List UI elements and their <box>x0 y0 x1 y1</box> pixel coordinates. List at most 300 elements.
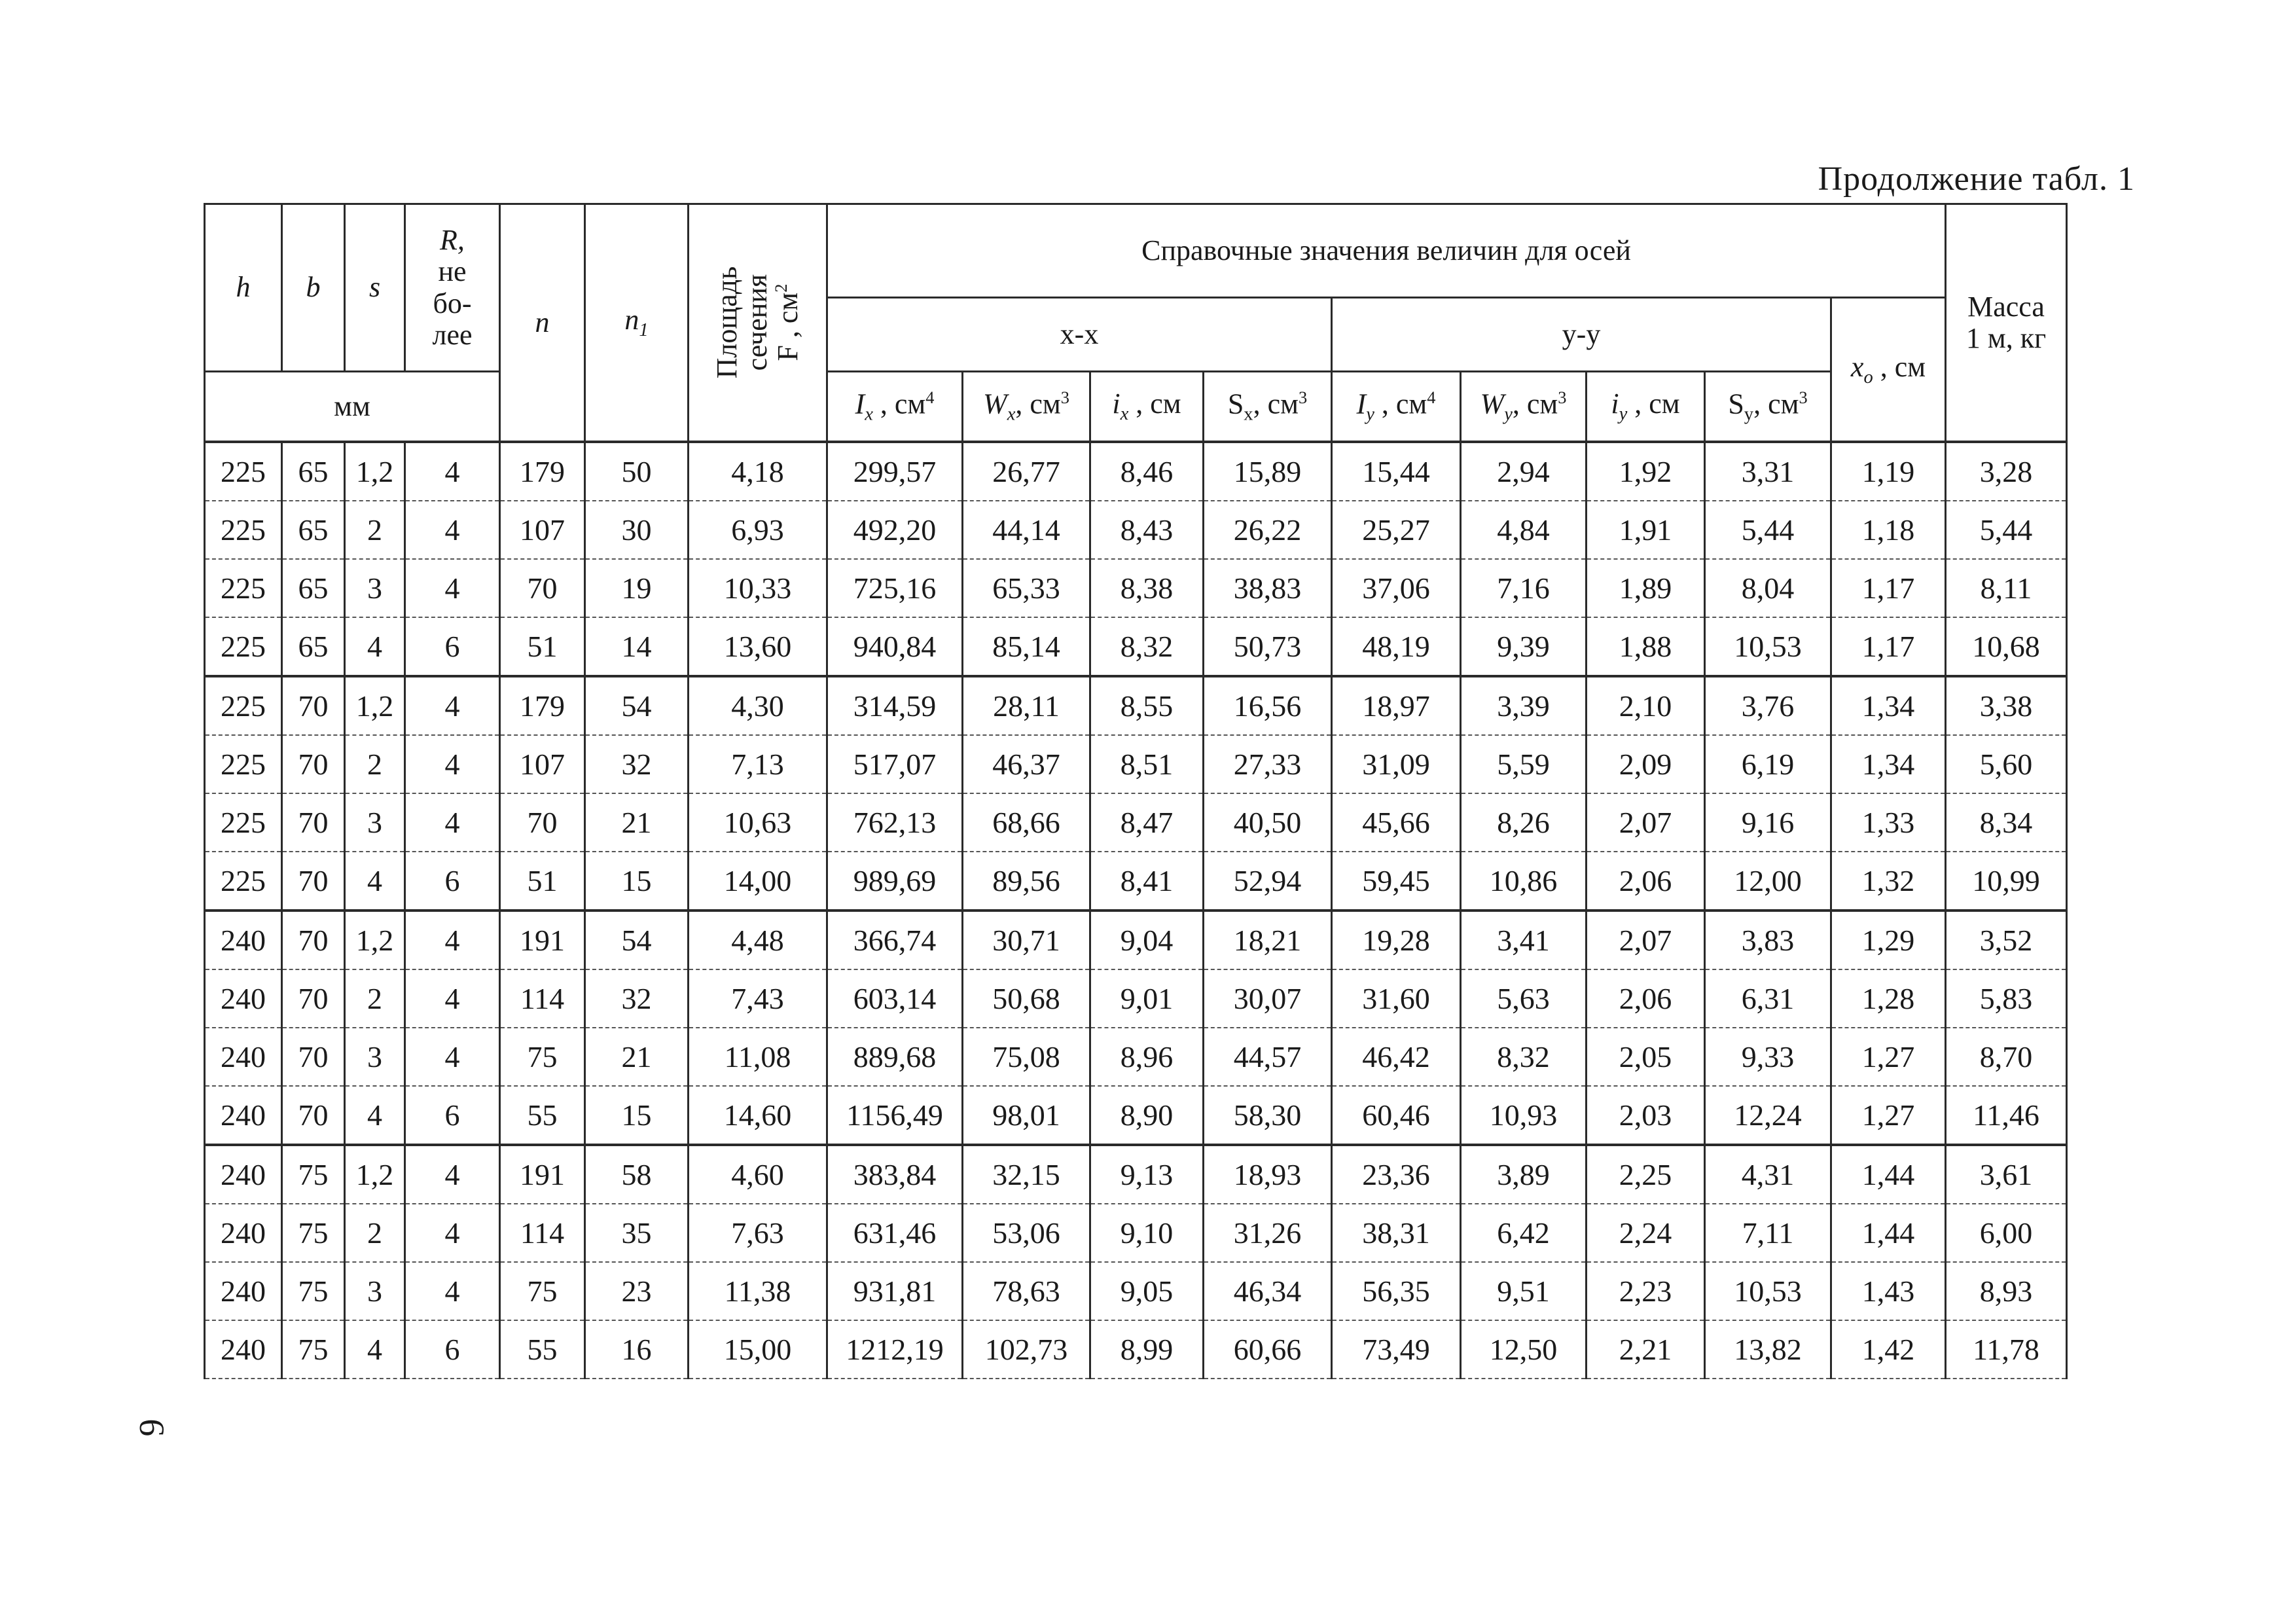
table-cell: 44,57 <box>1204 1028 1332 1086</box>
table-cell: 6,93 <box>689 501 827 559</box>
table-cell: 75 <box>282 1262 345 1320</box>
col-iy-moment-sub: y <box>1366 404 1374 425</box>
table-cell: 1156,49 <box>827 1086 963 1145</box>
table-cell: 5,44 <box>1705 501 1831 559</box>
table-row <box>205 1145 2067 1204</box>
table-cell: 70 <box>282 911 345 969</box>
table-cell: 28,11 <box>963 676 1090 735</box>
col-x0-symbol: x <box>1850 350 1864 383</box>
col-r-line-4: лее <box>432 318 473 351</box>
table-cell: 27,33 <box>1204 735 1332 793</box>
table-cell: 70 <box>282 969 345 1028</box>
table-cell: 1,2 <box>345 911 405 969</box>
table-cell: 30 <box>585 501 689 559</box>
table-cell: 240 <box>205 911 282 969</box>
col-wx-unit: , см <box>1015 388 1061 420</box>
table-cell: 4,48 <box>689 911 827 969</box>
table-cell: 3,38 <box>1946 676 2067 735</box>
table-cell: 15 <box>585 1086 689 1145</box>
col-sx-unit: , см <box>1253 388 1299 420</box>
col-n1-sub: 1 <box>639 320 649 341</box>
table-cell: 4 <box>405 501 500 559</box>
table-row <box>205 911 2067 969</box>
col-iy-radius-symbol: i <box>1611 388 1619 420</box>
table-cell: 2 <box>345 1204 405 1262</box>
table-row <box>205 559 2067 617</box>
table-row <box>205 852 2067 911</box>
table-cell: 1,44 <box>1831 1204 1946 1262</box>
table-cell: 75 <box>500 1262 585 1320</box>
col-ix-moment-symbol: I <box>855 388 865 420</box>
table-cell: 114 <box>500 969 585 1028</box>
table-cell: 1,34 <box>1831 735 1946 793</box>
table-cell: 9,16 <box>1705 793 1831 852</box>
table-row <box>205 1262 2067 1320</box>
col-iy-moment <box>1332 372 1461 442</box>
table-cell: 4,31 <box>1705 1145 1831 1204</box>
table-cell: 10,68 <box>1946 617 2067 676</box>
table-cell: 65 <box>282 442 345 501</box>
col-wy-sup: 3 <box>1558 388 1567 408</box>
table-cell: 51 <box>500 617 585 676</box>
table-cell: 70 <box>282 852 345 911</box>
table-cell: 603,14 <box>827 969 963 1028</box>
table-cell: 1,44 <box>1831 1145 1946 1204</box>
table-cell: 4 <box>405 559 500 617</box>
table-cell: 12,24 <box>1705 1086 1831 1145</box>
table-cell: 10,86 <box>1461 852 1587 911</box>
table-cell: 54 <box>585 911 689 969</box>
table-cell: 8,46 <box>1090 442 1204 501</box>
table-cell: 9,05 <box>1090 1262 1204 1320</box>
table-cell: 98,01 <box>963 1086 1090 1145</box>
table-cell: 70 <box>282 676 345 735</box>
table-cell: 8,93 <box>1946 1262 2067 1320</box>
table-cell: 19 <box>585 559 689 617</box>
table-cell: 16,56 <box>1204 676 1332 735</box>
table-cell: 8,90 <box>1090 1086 1204 1145</box>
table-cell: 3,41 <box>1461 911 1587 969</box>
table-cell: 225 <box>205 559 282 617</box>
table-cell: 50 <box>585 442 689 501</box>
table-cell: 179 <box>500 442 585 501</box>
table-cell: 9,10 <box>1090 1204 1204 1262</box>
table-cell: 4 <box>345 617 405 676</box>
table-cell: 8,41 <box>1090 852 1204 911</box>
col-wx-sup: 3 <box>1060 388 1069 408</box>
table-cell: 51 <box>500 852 585 911</box>
table-cell: 13,60 <box>689 617 827 676</box>
table-cell: 2,24 <box>1587 1204 1705 1262</box>
table-cell: 7,11 <box>1705 1204 1831 1262</box>
table-cell: 2 <box>345 501 405 559</box>
col-r-line-3: бо- <box>433 287 472 319</box>
table-cell: 1,17 <box>1831 617 1946 676</box>
col-sx-sub: x <box>1244 404 1253 425</box>
table-cell: 2,03 <box>1587 1086 1705 1145</box>
col-n: n <box>500 204 585 442</box>
col-n1-symbol: n <box>624 304 639 336</box>
page-number: 9 <box>132 1418 171 1437</box>
table-cell: 9,13 <box>1090 1145 1204 1204</box>
table-cell: 11,46 <box>1946 1086 2067 1145</box>
table-cell: 58,30 <box>1204 1086 1332 1145</box>
table-cell: 4,60 <box>689 1145 827 1204</box>
col-ix-radius-unit: , см <box>1128 388 1181 420</box>
table-cell: 1,27 <box>1831 1086 1946 1145</box>
table-cell: 2,21 <box>1587 1320 1705 1379</box>
table-cell: 240 <box>205 1262 282 1320</box>
table-cell: 7,16 <box>1461 559 1587 617</box>
table-cell: 85,14 <box>963 617 1090 676</box>
table-cell: 4 <box>405 1145 500 1204</box>
table-cell: 10,93 <box>1461 1086 1587 1145</box>
col-r <box>405 204 500 372</box>
table-cell: 18,21 <box>1204 911 1332 969</box>
table-cell: 52,94 <box>1204 852 1332 911</box>
table-cell: 631,46 <box>827 1204 963 1262</box>
table-cell: 2,94 <box>1461 442 1587 501</box>
table-cell: 65 <box>282 501 345 559</box>
table-row <box>205 617 2067 676</box>
table-row <box>205 676 2067 735</box>
col-h: h <box>205 204 282 372</box>
table-cell: 225 <box>205 676 282 735</box>
col-wx-sub: x <box>1007 404 1016 425</box>
table-cell: 7,43 <box>689 969 827 1028</box>
units-mm: мм <box>205 372 500 442</box>
table-cell: 8,32 <box>1461 1028 1587 1086</box>
table-cell: 8,43 <box>1090 501 1204 559</box>
table-cell: 10,33 <box>689 559 827 617</box>
col-sx <box>1204 372 1332 442</box>
table-cell: 989,69 <box>827 852 963 911</box>
col-mass-line-1: Масса <box>1967 290 2045 323</box>
table-cell: 12,50 <box>1461 1320 1587 1379</box>
table-cell: 3,83 <box>1705 911 1831 969</box>
table-row <box>205 442 2067 501</box>
table-cell: 2 <box>345 735 405 793</box>
table-cell: 314,59 <box>827 676 963 735</box>
table-cell: 14,60 <box>689 1086 827 1145</box>
table-cell: 73,49 <box>1332 1320 1461 1379</box>
table-cell: 3 <box>345 559 405 617</box>
table-cell: 107 <box>500 735 585 793</box>
table-cell: 8,38 <box>1090 559 1204 617</box>
table-cell: 1,2 <box>345 676 405 735</box>
table-cell: 50,73 <box>1204 617 1332 676</box>
col-wy-sub: y <box>1504 404 1513 425</box>
table-cell: 70 <box>282 793 345 852</box>
col-wy-unit: , см <box>1512 388 1558 420</box>
table-cell: 1,27 <box>1831 1028 1946 1086</box>
table-cell: 179 <box>500 676 585 735</box>
table-cell: 107 <box>500 501 585 559</box>
table-cell: 3 <box>345 1262 405 1320</box>
table-cell: 26,77 <box>963 442 1090 501</box>
table-cell: 8,11 <box>1946 559 2067 617</box>
table-row <box>205 501 2067 559</box>
table-cell: 8,32 <box>1090 617 1204 676</box>
table-cell: 60,46 <box>1332 1086 1461 1145</box>
col-x0-sub: o <box>1863 367 1873 388</box>
table-cell: 46,42 <box>1332 1028 1461 1086</box>
table-cell: 1,17 <box>1831 559 1946 617</box>
table-cell: 517,07 <box>827 735 963 793</box>
table-cell: 58 <box>585 1145 689 1204</box>
table-cell: 2,06 <box>1587 969 1705 1028</box>
table-cell: 1,18 <box>1831 501 1946 559</box>
table-cell: 2,07 <box>1587 793 1705 852</box>
col-area <box>689 204 827 442</box>
table-cell: 48,19 <box>1332 617 1461 676</box>
table-cell: 21 <box>585 793 689 852</box>
table-cell: 75 <box>282 1204 345 1262</box>
col-mass <box>1946 204 2067 442</box>
table-cell: 240 <box>205 1086 282 1145</box>
table-cell: 1,88 <box>1587 617 1705 676</box>
table-cell: 1,2 <box>345 442 405 501</box>
table-cell: 6,19 <box>1705 735 1831 793</box>
table-cell: 53,06 <box>963 1204 1090 1262</box>
table-cell: 8,70 <box>1946 1028 2067 1086</box>
table-cell: 3,39 <box>1461 676 1587 735</box>
table-cell: 23 <box>585 1262 689 1320</box>
table-cell: 14 <box>585 617 689 676</box>
col-sy-sub: y <box>1744 404 1754 425</box>
table-cell: 6,42 <box>1461 1204 1587 1262</box>
table-cell: 10,53 <box>1705 617 1831 676</box>
table-row <box>205 1028 2067 1086</box>
col-r-line-2: не <box>438 255 467 288</box>
table-cell: 46,37 <box>963 735 1090 793</box>
table-cell: 75,08 <box>963 1028 1090 1086</box>
table-cell: 25,27 <box>1332 501 1461 559</box>
table-cell: 31,60 <box>1332 969 1461 1028</box>
table-cell: 225 <box>205 501 282 559</box>
col-wx-symbol: W <box>983 388 1007 420</box>
table-cell: 68,66 <box>963 793 1090 852</box>
col-ix-radius-symbol: i <box>1112 388 1121 420</box>
table-cell: 8,34 <box>1946 793 2067 852</box>
table-cell: 931,81 <box>827 1262 963 1320</box>
table-cell: 2,07 <box>1587 911 1705 969</box>
col-wy-symbol: W <box>1480 388 1505 420</box>
table-cell: 46,34 <box>1204 1262 1332 1320</box>
table-cell: 4 <box>405 1262 500 1320</box>
table-cell: 15 <box>585 852 689 911</box>
table-cell: 3,52 <box>1946 911 2067 969</box>
table-cell: 59,45 <box>1332 852 1461 911</box>
table-cell: 4 <box>345 852 405 911</box>
table-cell: 38,31 <box>1332 1204 1461 1262</box>
table-cell: 240 <box>205 1028 282 1086</box>
table-cell: 2,23 <box>1587 1262 1705 1320</box>
table-row <box>205 969 2067 1028</box>
table-cell: 70 <box>282 1028 345 1086</box>
table-cell: 10,99 <box>1946 852 2067 911</box>
table-cell: 8,99 <box>1090 1320 1204 1379</box>
table-cell: 1,34 <box>1831 676 1946 735</box>
table-cell: 3 <box>345 1028 405 1086</box>
table-row <box>205 793 2067 852</box>
table-cell: 31,26 <box>1204 1204 1332 1262</box>
table-cell: 889,68 <box>827 1028 963 1086</box>
table-cell: 30,71 <box>963 911 1090 969</box>
table-cell: 26,22 <box>1204 501 1332 559</box>
table-cell: 1,28 <box>1831 969 1946 1028</box>
col-sx-symbol: S <box>1227 388 1244 420</box>
table-cell: 4,30 <box>689 676 827 735</box>
col-mass-line-2: 1 м, кг <box>1965 322 2047 354</box>
table-cell: 8,04 <box>1705 559 1831 617</box>
table-cell: 4 <box>405 442 500 501</box>
table-cell: 78,63 <box>963 1262 1090 1320</box>
table-cell: 7,63 <box>689 1204 827 1262</box>
table-cell: 11,08 <box>689 1028 827 1086</box>
table-cell: 65 <box>282 617 345 676</box>
table-cell: 18,93 <box>1204 1145 1332 1204</box>
table-cell: 8,51 <box>1090 735 1204 793</box>
col-sx-sup: 3 <box>1298 388 1308 408</box>
table-cell: 75 <box>500 1028 585 1086</box>
table-cell: 191 <box>500 911 585 969</box>
table-cell: 4 <box>405 793 500 852</box>
table-cell: 1,29 <box>1831 911 1946 969</box>
table-cell: 8,47 <box>1090 793 1204 852</box>
table-cell: 40,50 <box>1204 793 1332 852</box>
col-wy <box>1461 372 1587 442</box>
table-cell: 6,00 <box>1946 1204 2067 1262</box>
table-cell: 12,00 <box>1705 852 1831 911</box>
col-wx <box>963 372 1090 442</box>
table-cell: 383,84 <box>827 1145 963 1204</box>
table-cell: 5,44 <box>1946 501 2067 559</box>
table-cell: 18,97 <box>1332 676 1461 735</box>
table-cell: 4,84 <box>1461 501 1587 559</box>
col-iy-moment-symbol: I <box>1356 388 1367 420</box>
table-cell: 1,92 <box>1587 442 1705 501</box>
table-cell: 35 <box>585 1204 689 1262</box>
table-cell: 56,35 <box>1332 1262 1461 1320</box>
col-sy-symbol: S <box>1728 388 1744 420</box>
table-cell: 10,63 <box>689 793 827 852</box>
col-ix-moment-sup: 4 <box>925 388 935 408</box>
table-cell: 75 <box>282 1145 345 1204</box>
table-cell: 31,09 <box>1332 735 1461 793</box>
table-body <box>205 442 2067 1379</box>
table-cell: 15,00 <box>689 1320 827 1379</box>
col-iy-moment-sup: 4 <box>1427 388 1436 408</box>
table-cell: 1,32 <box>1831 852 1946 911</box>
table-cell: 65,33 <box>963 559 1090 617</box>
table-cell: 44,14 <box>963 501 1090 559</box>
table-cell: 1,91 <box>1587 501 1705 559</box>
table-cell: 9,33 <box>1705 1028 1831 1086</box>
col-x0-unit: , см <box>1873 350 1926 383</box>
table-cell: 32 <box>585 735 689 793</box>
table-cell: 4 <box>405 735 500 793</box>
table-cell: 2,10 <box>1587 676 1705 735</box>
table-cell: 70 <box>500 793 585 852</box>
table-cell: 6 <box>405 852 500 911</box>
col-area-label <box>712 266 803 379</box>
table-cell: 4,18 <box>689 442 827 501</box>
table-cell: 55 <box>500 1320 585 1379</box>
table-cell: 225 <box>205 735 282 793</box>
col-n1 <box>585 204 689 442</box>
table-cell: 225 <box>205 793 282 852</box>
table-cell: 32,15 <box>963 1145 1090 1204</box>
col-area-line-1: Площадь <box>710 266 743 379</box>
table-row <box>205 1204 2067 1262</box>
col-area-sup: 2 <box>771 283 791 293</box>
col-sy <box>1705 372 1831 442</box>
table-cell: 2,06 <box>1587 852 1705 911</box>
table-cell: 70 <box>282 735 345 793</box>
table-cell: 8,55 <box>1090 676 1204 735</box>
table-cell: 70 <box>500 559 585 617</box>
table-cell: 5,63 <box>1461 969 1587 1028</box>
reference-values-header: Справочные значения величин для осей <box>827 204 1946 298</box>
table-cell: 4 <box>345 1086 405 1145</box>
table-cell: 70 <box>282 1086 345 1145</box>
table-cell: 32 <box>585 969 689 1028</box>
col-ix-moment-unit: , см <box>872 388 926 420</box>
table-cell: 5,59 <box>1461 735 1587 793</box>
table-cell: 60,66 <box>1204 1320 1332 1379</box>
table-cell: 4 <box>405 1204 500 1262</box>
axis-yy-header: у-у <box>1332 298 1831 372</box>
col-sy-sup: 3 <box>1799 388 1808 408</box>
table-cell: 9,51 <box>1461 1262 1587 1320</box>
table-cell: 30,07 <box>1204 969 1332 1028</box>
table-cell: 8,26 <box>1461 793 1587 852</box>
table-cell: 14,00 <box>689 852 827 911</box>
table-cell: 7,13 <box>689 735 827 793</box>
table-cell: 38,83 <box>1204 559 1332 617</box>
table-cell: 5,60 <box>1946 735 2067 793</box>
table-cell: 4 <box>405 1028 500 1086</box>
table-cell: 1,43 <box>1831 1262 1946 1320</box>
table-cell: 2 <box>345 969 405 1028</box>
table-cell: 1,42 <box>1831 1320 1946 1379</box>
profile-properties-table <box>204 203 2068 1379</box>
table-cell: 89,56 <box>963 852 1090 911</box>
table-cell: 19,28 <box>1332 911 1461 969</box>
table-cell: 2,09 <box>1587 735 1705 793</box>
col-ix-moment-sub: x <box>865 404 873 425</box>
table-cell: 3,61 <box>1946 1145 2067 1204</box>
col-iy-moment-unit: , см <box>1374 388 1427 420</box>
table-cell: 225 <box>205 617 282 676</box>
col-sy-unit: , см <box>1753 388 1799 420</box>
col-ix-radius-sub: x <box>1120 404 1129 425</box>
table-row <box>205 1086 2067 1145</box>
table-cell: 492,20 <box>827 501 963 559</box>
table-cell: 1,2 <box>345 1145 405 1204</box>
table-cell: 9,39 <box>1461 617 1587 676</box>
table-cell: 2,25 <box>1587 1145 1705 1204</box>
table-cell: 2,05 <box>1587 1028 1705 1086</box>
table-cell: 3 <box>345 793 405 852</box>
table-cell: 15,89 <box>1204 442 1332 501</box>
axis-xx-header: х-х <box>827 298 1332 372</box>
table-cell: 9,04 <box>1090 911 1204 969</box>
table-row <box>205 735 2067 793</box>
table-cell: 725,16 <box>827 559 963 617</box>
table-cell: 1212,19 <box>827 1320 963 1379</box>
